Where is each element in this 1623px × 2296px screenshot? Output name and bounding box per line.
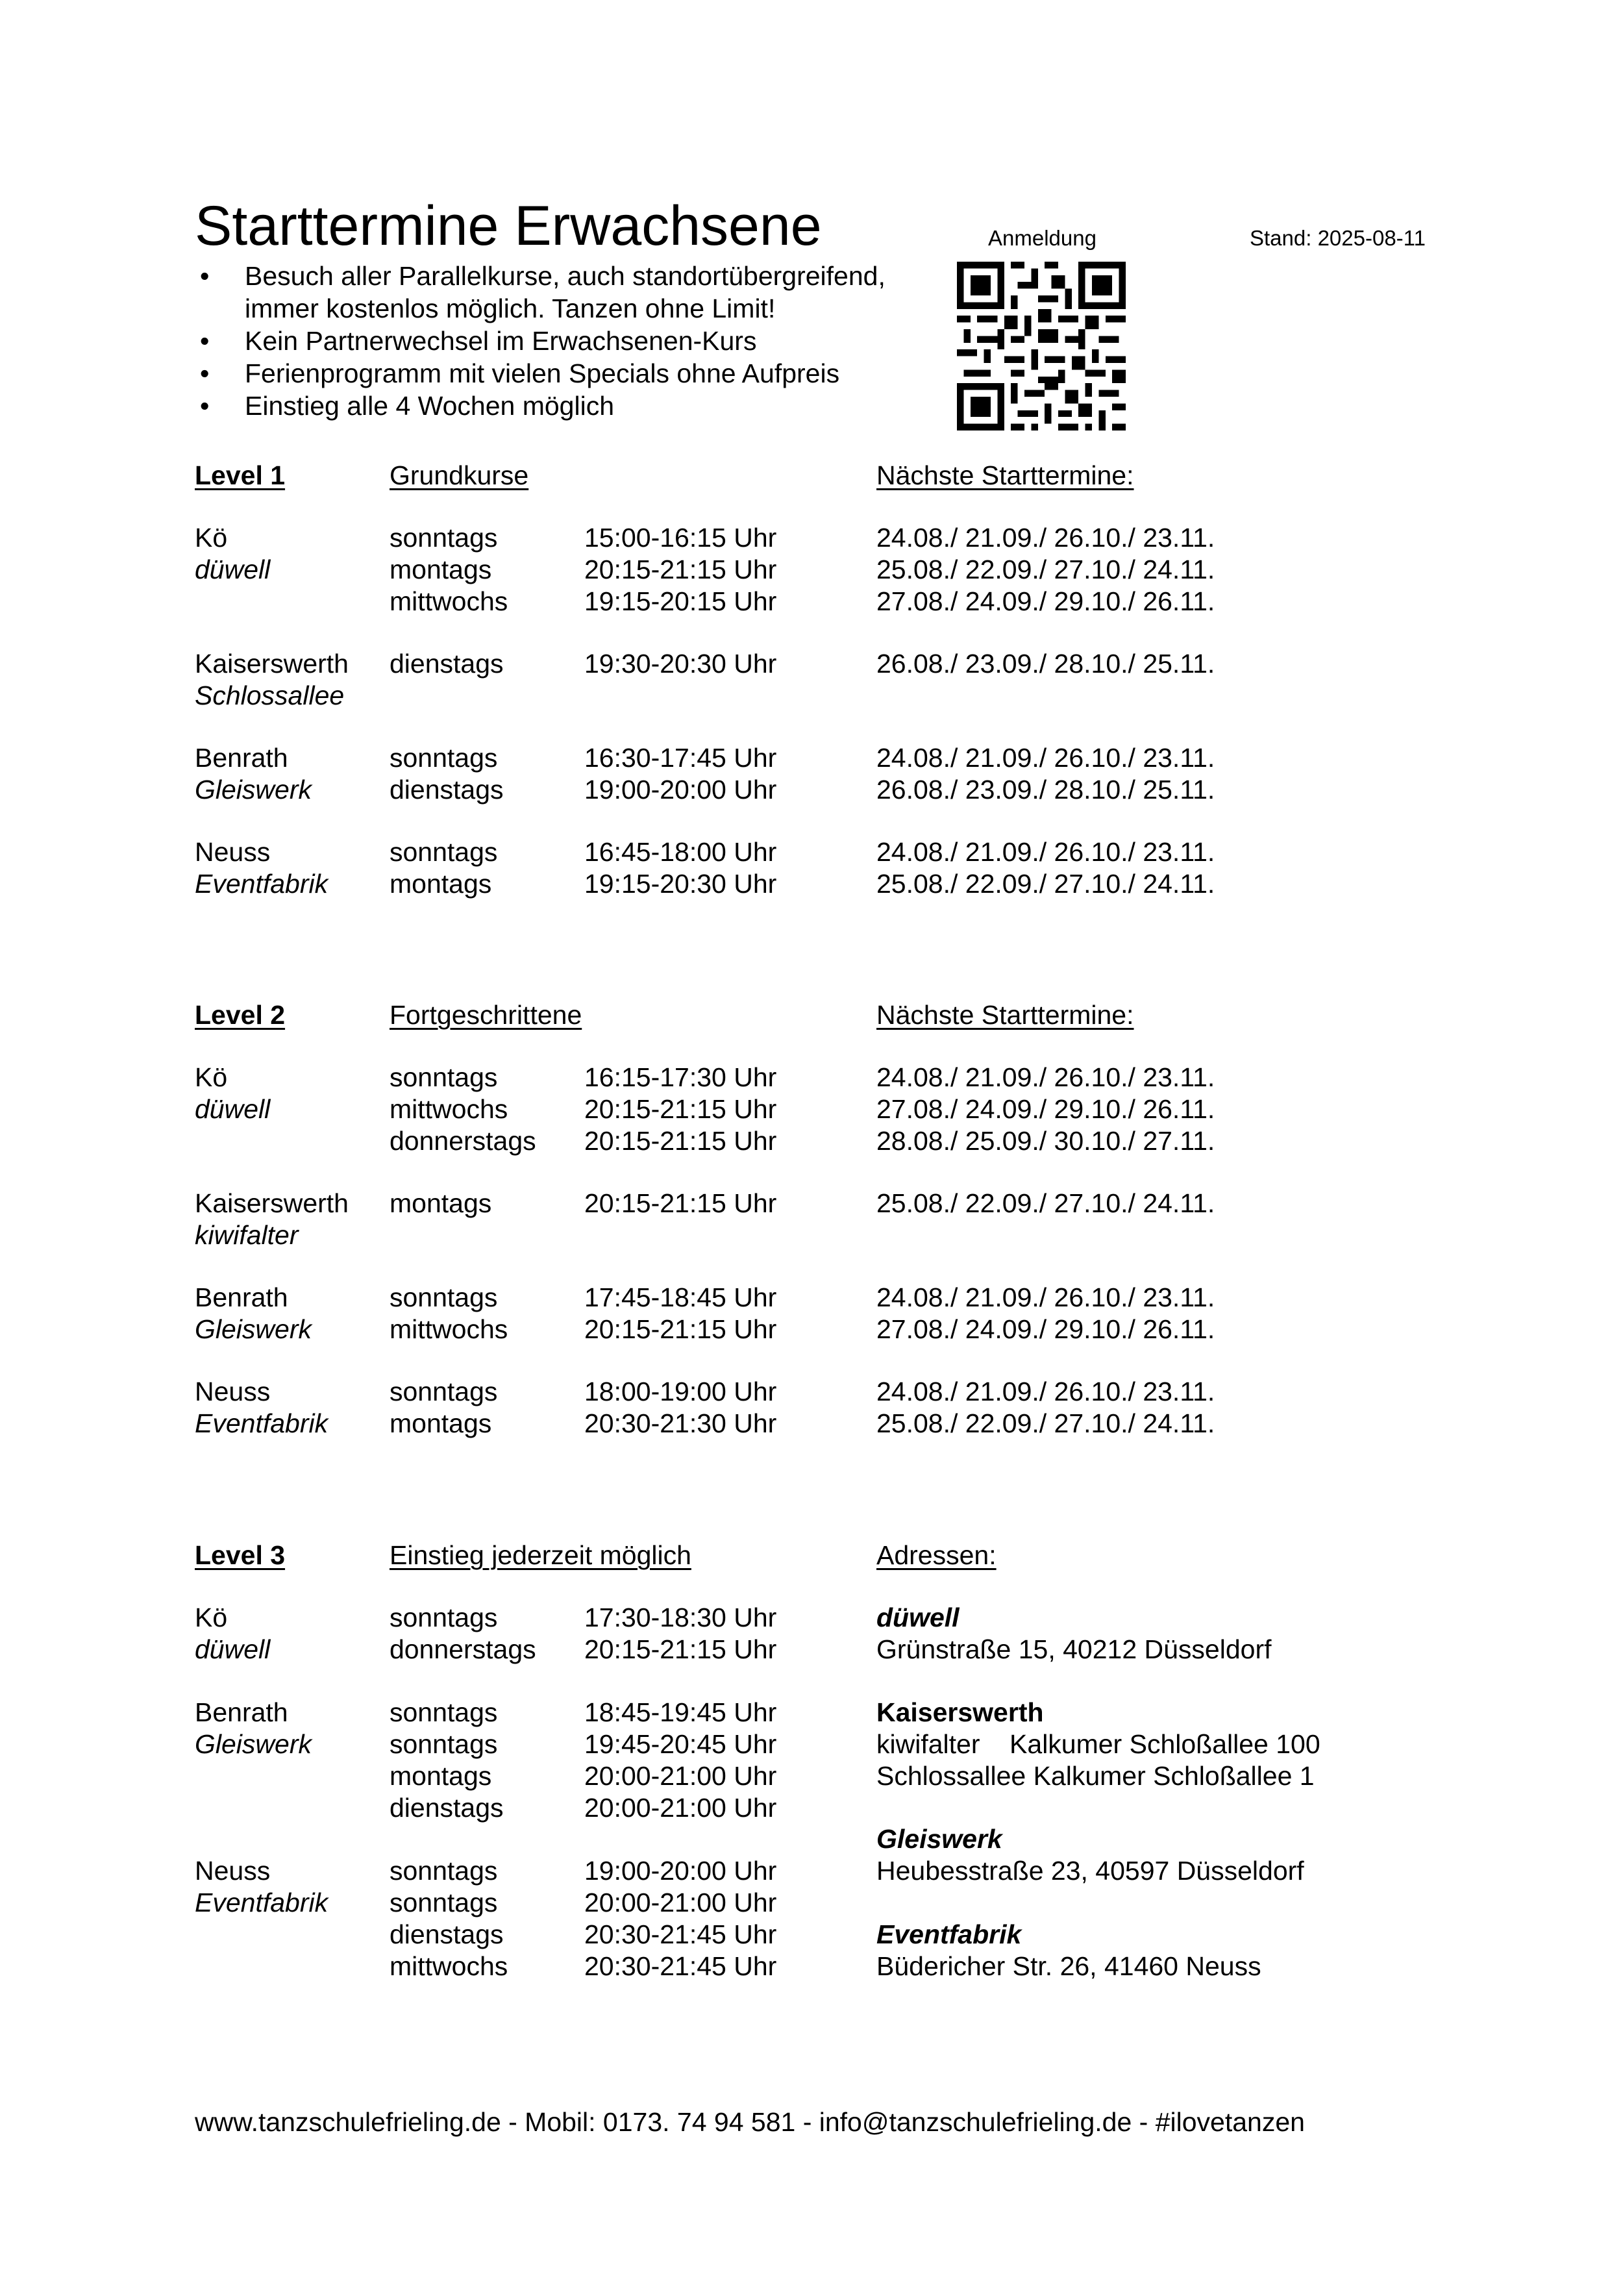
place-name: Neuss — [195, 1856, 271, 1886]
place-name: Kö — [195, 523, 228, 553]
address-line: Schlossallee Kalkumer Schloßallee 1 — [876, 1761, 1315, 1791]
venue-name: kiwifalter — [195, 1220, 299, 1250]
course-day: sonntags — [390, 1856, 498, 1886]
venue-name: Schlossallee — [195, 680, 345, 710]
venue-name: Gleiswerk — [195, 1729, 312, 1759]
start-dates: 24.08./ 21.09./ 26.10./ 23.11. — [876, 523, 1215, 553]
place-name: Kö — [195, 1062, 228, 1092]
feature-item: • Einstieg alle 4 Wochen möglich — [195, 390, 886, 422]
feature-item: • Besuch aller Parallelkurse, auch standortübergreifend, immer kostenlos möglich. Tanzen ohne Limit! — [195, 260, 886, 325]
start-dates: 27.08./ 24.09./ 29.10./ 26.11. — [876, 1314, 1215, 1344]
level3-heading: Level 3 — [195, 1540, 286, 1570]
course-time: 20:00-21:00 Uhr — [584, 1761, 777, 1791]
start-dates: 25.08./ 22.09./ 27.10./ 24.11. — [876, 555, 1215, 584]
course-time: 16:15-17:30 Uhr — [584, 1062, 777, 1092]
course-day: sonntags — [390, 837, 498, 867]
course-day: montags — [390, 555, 492, 584]
course-day: sonntags — [390, 1282, 498, 1312]
course-day: montags — [390, 1408, 492, 1438]
course-day: dienstags — [390, 775, 504, 805]
course-time: 20:15-21:15 Uhr — [584, 1126, 777, 1156]
address-name: Eventfabrik — [876, 1919, 1022, 1949]
level2-subheading: Fortgeschrittene — [390, 1000, 582, 1030]
course-time: 20:15-21:15 Uhr — [584, 1188, 777, 1218]
course-time: 16:45-18:00 Uhr — [584, 837, 777, 867]
venue-name: düwell — [195, 1094, 271, 1124]
level1-subheading: Grundkurse — [390, 460, 529, 490]
address-name: düwell — [876, 1603, 960, 1632]
course-time: 17:30-18:30 Uhr — [584, 1603, 777, 1632]
start-dates: 28.08./ 25.09./ 30.10./ 27.11. — [876, 1126, 1215, 1156]
course-day: sonntags — [390, 743, 498, 773]
course-time: 19:30-20:30 Uhr — [584, 649, 777, 679]
course-time: 15:00-16:15 Uhr — [584, 523, 777, 553]
course-day: sonntags — [390, 1377, 498, 1406]
start-dates: 25.08./ 22.09./ 27.10./ 24.11. — [876, 869, 1215, 899]
course-day: sonntags — [390, 1888, 498, 1917]
course-day: montags — [390, 1761, 492, 1791]
venue-name: Eventfabrik — [195, 869, 328, 899]
course-day: sonntags — [390, 1603, 498, 1632]
course-time: 18:00-19:00 Uhr — [584, 1377, 777, 1406]
start-dates: 24.08./ 21.09./ 26.10./ 23.11. — [876, 837, 1215, 867]
start-dates: 24.08./ 21.09./ 26.10./ 23.11. — [876, 1282, 1215, 1312]
course-time: 20:15-21:15 Uhr — [584, 555, 777, 584]
course-time: 20:00-21:00 Uhr — [584, 1888, 777, 1917]
course-time: 16:30-17:45 Uhr — [584, 743, 777, 773]
qr-code-icon[interactable] — [957, 262, 1126, 430]
place-name: Benrath — [195, 743, 288, 773]
course-time: 20:15-21:15 Uhr — [584, 1634, 777, 1664]
level1-heading: Level 1 — [195, 460, 286, 490]
venue-name: Eventfabrik — [195, 1888, 328, 1917]
course-time: 19:00-20:00 Uhr — [584, 1856, 777, 1886]
course-day: montags — [390, 869, 492, 899]
start-dates: 27.08./ 24.09./ 29.10./ 26.11. — [876, 586, 1215, 616]
course-day: montags — [390, 1188, 492, 1218]
level1-dates-heading: Nächste Starttermine: — [876, 460, 1134, 490]
footer-contact[interactable]: www.tanzschulefrieling.de - Mobil: 0173. 74 94 581 - info@tanzschulefrieling.de - #ilovetanzen — [195, 2107, 1305, 2137]
address-line: kiwifalter Kalkumer Schloßallee 100 — [876, 1729, 1320, 1759]
course-time: 20:30-21:45 Uhr — [584, 1951, 777, 1981]
course-time: 20:00-21:00 Uhr — [584, 1793, 777, 1823]
place-name: Benrath — [195, 1697, 288, 1727]
address-name: Gleiswerk — [876, 1824, 1002, 1854]
course-day: mittwochs — [390, 1314, 508, 1344]
address-line: Heubesstraße 23, 40597 Düsseldorf — [876, 1856, 1304, 1886]
course-time: 17:45-18:45 Uhr — [584, 1282, 777, 1312]
course-day: donnerstags — [390, 1126, 536, 1156]
address-line: Grünstraße 15, 40212 Düsseldorf — [876, 1634, 1272, 1664]
course-day: dienstags — [390, 649, 504, 679]
course-time: 19:45-20:45 Uhr — [584, 1729, 777, 1759]
page-title: Starttermine Erwachsene — [195, 195, 822, 257]
course-day: donnerstags — [390, 1634, 536, 1664]
place-name: Kaiserswerth — [195, 1188, 349, 1218]
course-day: dienstags — [390, 1793, 504, 1823]
place-name: Neuss — [195, 837, 271, 867]
level2-heading: Level 2 — [195, 1000, 286, 1030]
start-dates: 27.08./ 24.09./ 29.10./ 26.11. — [876, 1094, 1215, 1124]
course-day: sonntags — [390, 1697, 498, 1727]
venue-name: düwell — [195, 555, 271, 584]
start-dates: 24.08./ 21.09./ 26.10./ 23.11. — [876, 743, 1215, 773]
place-name: Neuss — [195, 1377, 271, 1406]
course-day: mittwochs — [390, 1094, 508, 1124]
addresses-heading: Adressen: — [876, 1540, 997, 1570]
address-line: Büdericher Str. 26, 41460 Neuss — [876, 1951, 1261, 1981]
course-day: mittwochs — [390, 1951, 508, 1981]
address-name: Kaiserswerth — [876, 1697, 1044, 1727]
place-name: Benrath — [195, 1282, 288, 1312]
start-dates: 26.08./ 23.09./ 28.10./ 25.11. — [876, 649, 1215, 679]
feature-list — [195, 260, 886, 422]
level2-dates-heading: Nächste Starttermine: — [876, 1000, 1134, 1030]
place-name: Kaiserswerth — [195, 649, 349, 679]
course-time: 20:30-21:30 Uhr — [584, 1408, 777, 1438]
venue-name: Gleiswerk — [195, 775, 312, 805]
venue-name: düwell — [195, 1634, 271, 1664]
place-name: Kö — [195, 1603, 228, 1632]
feature-item: • Ferienprogramm mit vielen Specials ohne Aufpreis — [195, 357, 886, 390]
course-time: 19:00-20:00 Uhr — [584, 775, 777, 805]
course-time: 20:15-21:15 Uhr — [584, 1314, 777, 1344]
start-dates: 25.08./ 22.09./ 27.10./ 24.11. — [876, 1408, 1215, 1438]
start-dates: 24.08./ 21.09./ 26.10./ 23.11. — [876, 1062, 1215, 1092]
start-dates: 26.08./ 23.09./ 28.10./ 25.11. — [876, 775, 1215, 805]
course-time: 20:15-21:15 Uhr — [584, 1094, 777, 1124]
stand-date: Stand: 2025-08-11 — [1250, 226, 1426, 250]
course-time: 20:30-21:45 Uhr — [584, 1919, 777, 1949]
course-day: sonntags — [390, 523, 498, 553]
course-day: dienstags — [390, 1919, 504, 1949]
course-day: sonntags — [390, 1062, 498, 1092]
start-dates: 25.08./ 22.09./ 27.10./ 24.11. — [876, 1188, 1215, 1218]
course-day: sonntags — [390, 1729, 498, 1759]
anmeldung-label: Anmeldung — [988, 226, 1096, 250]
feature-item: • Kein Partnerwechsel im Erwachsenen-Kurs — [195, 325, 886, 357]
course-time: 18:45-19:45 Uhr — [584, 1697, 777, 1727]
course-time: 19:15-20:30 Uhr — [584, 869, 777, 899]
level3-subheading: Einstieg jederzeit möglich — [390, 1540, 691, 1570]
course-time: 19:15-20:15 Uhr — [584, 586, 777, 616]
venue-name: Eventfabrik — [195, 1408, 328, 1438]
course-day: mittwochs — [390, 586, 508, 616]
start-dates: 24.08./ 21.09./ 26.10./ 23.11. — [876, 1377, 1215, 1406]
venue-name: Gleiswerk — [195, 1314, 312, 1344]
